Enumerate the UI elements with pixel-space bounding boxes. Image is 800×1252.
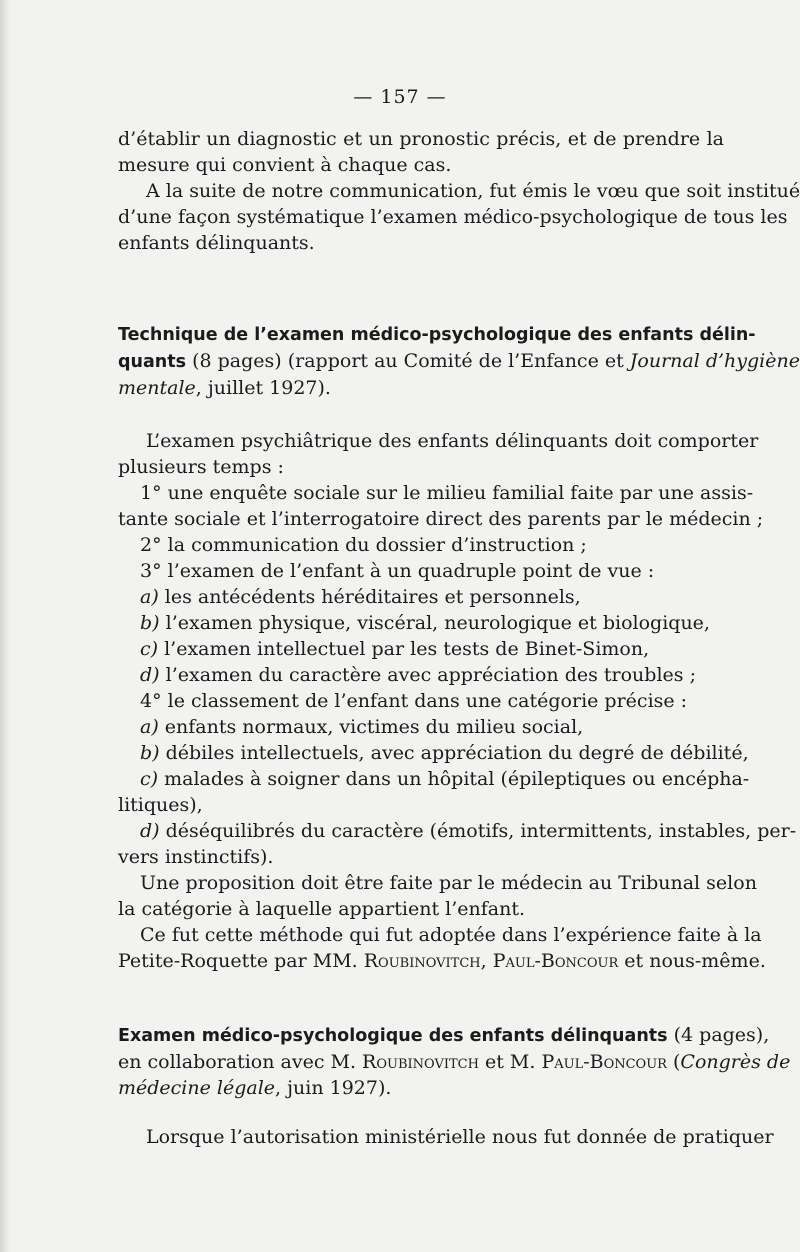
congress-title-end: médecine légale xyxy=(118,1077,276,1099)
text-fragment: et nous-même. xyxy=(618,950,766,972)
list-text: l’examen du caractère avec appréciation des troubles ; xyxy=(159,664,696,686)
list-item: 1° une enquête sociale sur le milieu familial faite par une assis- xyxy=(140,482,754,504)
list-text: l’examen intellectuel par les tests de Binet-Simon, xyxy=(158,638,650,660)
list-letter: b) xyxy=(140,742,160,764)
text-fragment: (8 pages) (rapport au Comité de l’Enfance et xyxy=(186,350,630,372)
list-item xyxy=(118,818,797,844)
text-line: litiques), xyxy=(118,794,203,816)
list-letter: b) xyxy=(140,612,160,634)
text-fragment: et M. xyxy=(478,1051,542,1073)
text-fragment: Petite-Roquette par MM. xyxy=(118,950,364,972)
list-item xyxy=(118,766,750,792)
text-line xyxy=(118,375,724,401)
list-item xyxy=(118,636,724,662)
list-item: 3° l’examen de l’enfant à un quadruple point de vue : xyxy=(140,560,655,582)
author-name: Roubinovitch xyxy=(362,1051,479,1073)
list-item xyxy=(118,610,724,636)
section-heading-examen xyxy=(118,1022,791,1101)
text-line: plusieurs temps : xyxy=(118,456,284,478)
section-heading-technique xyxy=(118,322,800,401)
list-item: 4° le classement de l’enfant dans une catégorie précise : xyxy=(140,690,688,712)
list-letter: d) xyxy=(140,820,160,842)
text-line: A la suite de notre communication, fut émis le vœu que soit institué xyxy=(146,180,800,202)
text-fragment: ( xyxy=(666,1051,681,1073)
list-text: les antécédents héréditaires et personnels, xyxy=(158,586,581,608)
text-line: enfants délinquants. xyxy=(118,232,315,254)
text-fragment: (4 pages), xyxy=(667,1024,770,1046)
text-line: vers instinctifs). xyxy=(118,846,274,868)
list-text: l’examen physique, viscéral, neurologique et biologique, xyxy=(159,612,710,634)
journal-title-end: mentale xyxy=(118,377,196,399)
closing-paragraph xyxy=(118,1124,774,1150)
list-letter: a) xyxy=(140,716,159,738)
text-line: la catégorie à laquelle appartient l’enfant. xyxy=(118,898,525,920)
list-item xyxy=(118,714,724,740)
section-title: Technique de l’examen médico-psychologique des enfants délin- xyxy=(118,325,756,345)
section-title-end: quants xyxy=(118,352,187,372)
list-item xyxy=(118,740,749,766)
list-letter: c) xyxy=(140,638,159,660)
text-line: Lorsque l’autorisation ministérielle nous fut donnée de pratiquer xyxy=(146,1126,774,1148)
text-fragment: , xyxy=(480,950,493,972)
text-fragment: en collaboration avec M. xyxy=(118,1051,363,1073)
author-name: Paul-Boncour xyxy=(541,1051,667,1073)
text-line xyxy=(118,948,766,974)
text-line xyxy=(118,1075,724,1101)
intro-paragraph xyxy=(118,126,800,256)
list-item: 2° la communication du dossier d’instruction ; xyxy=(140,534,587,556)
list-letter: a) xyxy=(140,586,159,608)
text-fragment: , juillet 1927). xyxy=(195,377,331,399)
text-line xyxy=(118,348,800,375)
text-line xyxy=(118,1022,770,1049)
congress-title: Congrès de xyxy=(680,1051,791,1073)
list-text: déséquilibrés du caractère (émotifs, intermittents, instables, per- xyxy=(159,820,797,842)
list-letter: d) xyxy=(140,664,160,686)
author-name: Roubinovitch xyxy=(363,950,481,972)
text-line: d’une façon systématique l’examen médico-psychologique de tous les xyxy=(118,206,788,228)
text-line: L’examen psychiâtrique des enfants délinquants doit comporter xyxy=(146,430,759,452)
list-item xyxy=(118,662,724,688)
list-item xyxy=(118,584,724,610)
text-line xyxy=(118,1049,791,1075)
text-line: d’établir un diagnostic et un pronostic précis, et de prendre la xyxy=(118,128,724,150)
list-letter: c) xyxy=(140,768,159,790)
list-text: malades à soigner dans un hôpital (épileptiques ou encépha- xyxy=(158,768,750,790)
section-title: Examen médico-psychologique des enfants délinquants xyxy=(118,1026,668,1046)
author-name: Paul-Boncour xyxy=(492,950,619,972)
text-line: tante sociale et l’interrogatoire direct des parents par le médecin ; xyxy=(118,508,764,530)
list-text: débiles intellectuels, avec appréciation du degré de débilité, xyxy=(159,742,749,764)
text-fragment: , juin 1927). xyxy=(275,1077,392,1099)
text-line: Une proposition doit être faite par le médecin au Tribunal selon xyxy=(140,872,757,894)
text-line: Ce fut cette méthode qui fut adoptée dans l’expérience faite à la xyxy=(140,924,762,946)
page-number: — 157 — xyxy=(353,86,447,108)
list-text: enfants normaux, victimes du milieu social, xyxy=(158,716,584,738)
body-text xyxy=(118,428,797,974)
text-line: mesure qui convient à chaque cas. xyxy=(118,154,452,176)
journal-title: Journal d’hygiène xyxy=(629,350,800,372)
